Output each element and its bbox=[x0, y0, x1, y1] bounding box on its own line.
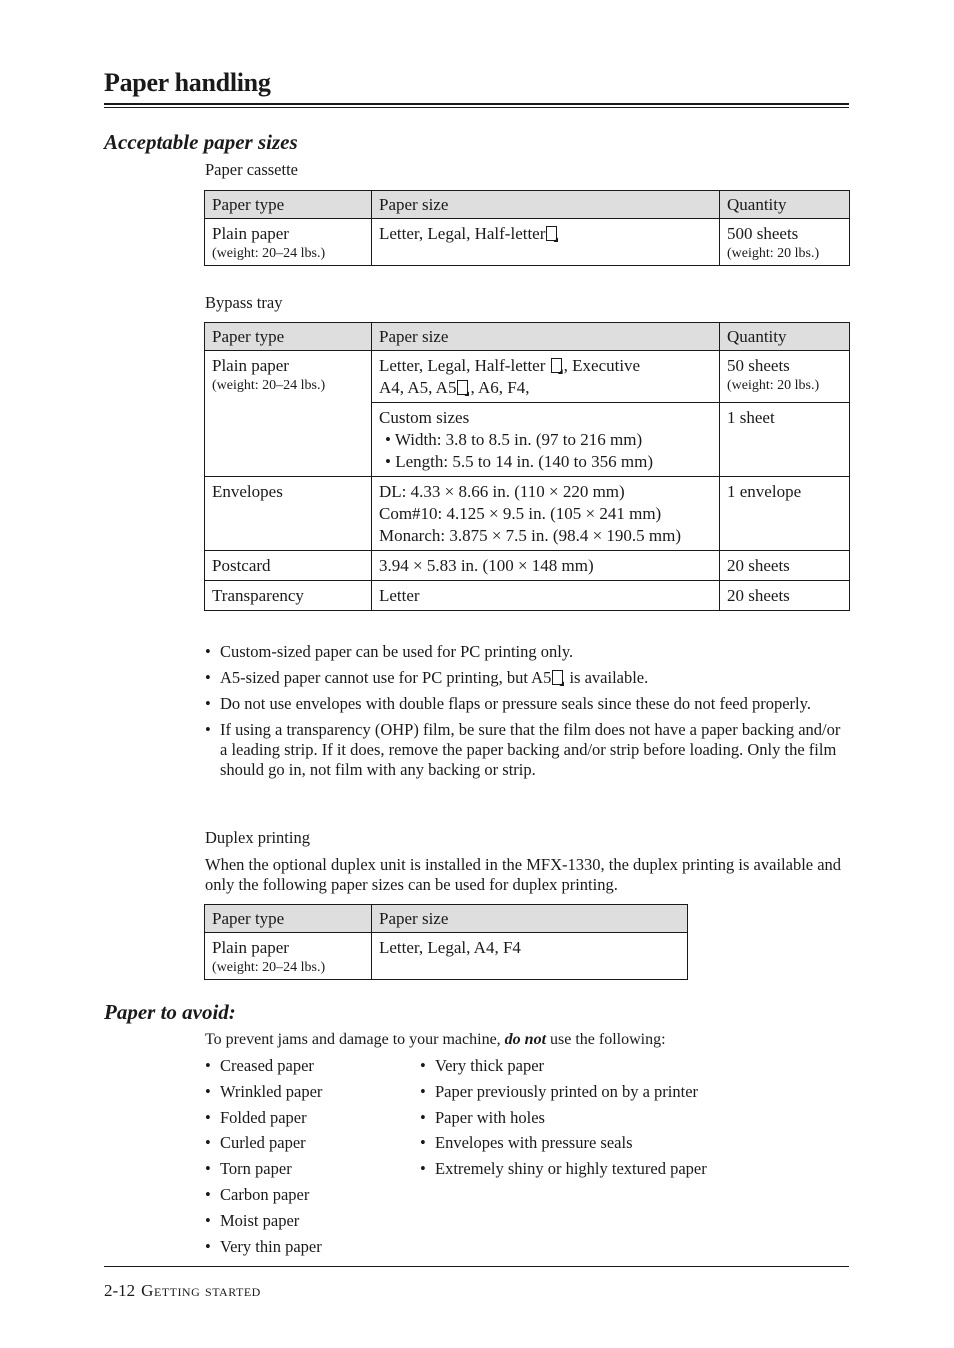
cell-paper-type: Plain paper (weight: 20–24 lbs.) bbox=[205, 933, 372, 980]
notes-list bbox=[204, 642, 844, 786]
list-item: • Envelopes with pressure seals bbox=[419, 1133, 839, 1153]
list-item: • Folded paper bbox=[204, 1108, 409, 1128]
avoid-list-left bbox=[204, 1056, 409, 1262]
list-item: • Curled paper bbox=[204, 1133, 409, 1153]
bypass-table bbox=[204, 322, 850, 611]
cell-paper-size: Letter, Legal, Half-letter bbox=[372, 219, 720, 266]
cell-paper-size: Letter, Legal, A4, F4 bbox=[372, 933, 688, 980]
title-rule bbox=[104, 103, 849, 105]
footer-rule bbox=[104, 1266, 849, 1267]
page-number: 2-12 bbox=[104, 1281, 136, 1300]
list-item: • Do not use envelopes with double flaps or pressure seals since these do not feed properly. bbox=[204, 694, 844, 714]
portrait-paper-icon bbox=[551, 358, 562, 373]
cell-paper-size: 3.94 × 5.83 in. (100 × 148 mm) bbox=[372, 551, 720, 581]
table-row bbox=[205, 219, 850, 266]
col-header-quantity: Quantity bbox=[720, 323, 850, 351]
table-row bbox=[205, 351, 850, 403]
table-row bbox=[205, 477, 850, 551]
duplex-table bbox=[204, 904, 688, 980]
duplex-description: When the optional duplex unit is installed in the MFX-1330, the duplex printing is available and only the following paper sizes can be used for duplex printing. bbox=[205, 855, 842, 894]
col-header-paper-size: Paper size bbox=[372, 191, 720, 219]
col-header-paper-type: Paper type bbox=[205, 905, 372, 933]
section-name: Getting started bbox=[141, 1281, 261, 1300]
portrait-paper-icon bbox=[457, 380, 468, 395]
list-item: • Creased paper bbox=[204, 1056, 409, 1076]
list-item: • A5-sized paper cannot use for PC printing, but A5 is available. bbox=[204, 668, 844, 688]
page-footer bbox=[104, 1281, 261, 1301]
cell-paper-size: DL: 4.33 × 8.66 in. (110 × 220 mm) Com#10: 4.125 × 9.5 in. (105 × 241 mm) Monarch: 3.875 × 7.5 in. (98.4 × 190.5 mm) bbox=[372, 477, 720, 551]
cell-quantity: 1 sheet bbox=[720, 403, 850, 477]
cell-paper-type: Plain paper (weight: 20–24 lbs.) bbox=[205, 219, 372, 266]
duplex-label: Duplex printing bbox=[205, 828, 310, 847]
avoid-list-right bbox=[419, 1056, 839, 1185]
list-item: • Paper with holes bbox=[419, 1108, 839, 1128]
table-row bbox=[205, 933, 688, 980]
list-item: • Paper previously printed on by a printer bbox=[419, 1082, 839, 1102]
portrait-paper-icon bbox=[546, 226, 557, 241]
col-header-quantity: Quantity bbox=[720, 191, 850, 219]
cassette-label: Paper cassette bbox=[205, 160, 298, 179]
table-row bbox=[205, 581, 850, 611]
cell-paper-size: Letter bbox=[372, 581, 720, 611]
page-title: Paper handling bbox=[104, 68, 271, 97]
portrait-paper-icon bbox=[552, 670, 563, 685]
list-item: • Torn paper bbox=[204, 1159, 409, 1179]
cell-paper-type: Postcard bbox=[205, 551, 372, 581]
col-header-paper-type: Paper type bbox=[205, 191, 372, 219]
col-header-paper-size: Paper size bbox=[372, 323, 720, 351]
list-item: • Carbon paper bbox=[204, 1185, 409, 1205]
cell-paper-type: Transparency bbox=[205, 581, 372, 611]
title-rule-thin bbox=[104, 107, 849, 108]
list-item: • Custom-sized paper can be used for PC printing only. bbox=[204, 642, 844, 662]
avoid-intro: To prevent jams and damage to your machine, do not use the following: bbox=[205, 1031, 666, 1048]
cell-quantity: 20 sheets bbox=[720, 581, 850, 611]
cell-quantity: 20 sheets bbox=[720, 551, 850, 581]
list-item: • Very thick paper bbox=[419, 1056, 839, 1076]
col-header-paper-type: Paper type bbox=[205, 323, 372, 351]
section-heading-avoid: Paper to avoid: bbox=[104, 1000, 236, 1024]
table-row bbox=[205, 551, 850, 581]
list-item: • Very thin paper bbox=[204, 1237, 409, 1257]
cell-paper-size: Letter, Legal, Half-letter , Executive A4, A5, A5 , A6, F4, bbox=[372, 351, 720, 403]
cassette-table bbox=[204, 190, 850, 266]
cell-paper-type: Plain paper (weight: 20–24 lbs.) bbox=[205, 351, 372, 477]
cell-paper-size: Custom sizes • Width: 3.8 to 8.5 in. (97 to 216 mm) • Length: 5.5 to 14 in. (140 to 356 mm) bbox=[372, 403, 720, 477]
cell-quantity: 50 sheets (weight: 20 lbs.) bbox=[720, 351, 850, 403]
list-item: • Wrinkled paper bbox=[204, 1082, 409, 1102]
cell-quantity: 500 sheets (weight: 20 lbs.) bbox=[720, 219, 850, 266]
section-heading-sizes: Acceptable paper sizes bbox=[104, 130, 298, 154]
list-item: • If using a transparency (OHP) film, be sure that the film does not have a paper backing and/or a leading strip. If it does, remove the paper backing and/or strip before loading. Only the film should go in, not film with any backing or strip. bbox=[204, 720, 844, 780]
list-item: • Extremely shiny or highly textured paper bbox=[419, 1159, 839, 1179]
cell-paper-type: Envelopes bbox=[205, 477, 372, 551]
bypass-label: Bypass tray bbox=[205, 293, 283, 312]
list-item: • Moist paper bbox=[204, 1211, 409, 1231]
cell-quantity: 1 envelope bbox=[720, 477, 850, 551]
col-header-paper-size: Paper size bbox=[372, 905, 688, 933]
